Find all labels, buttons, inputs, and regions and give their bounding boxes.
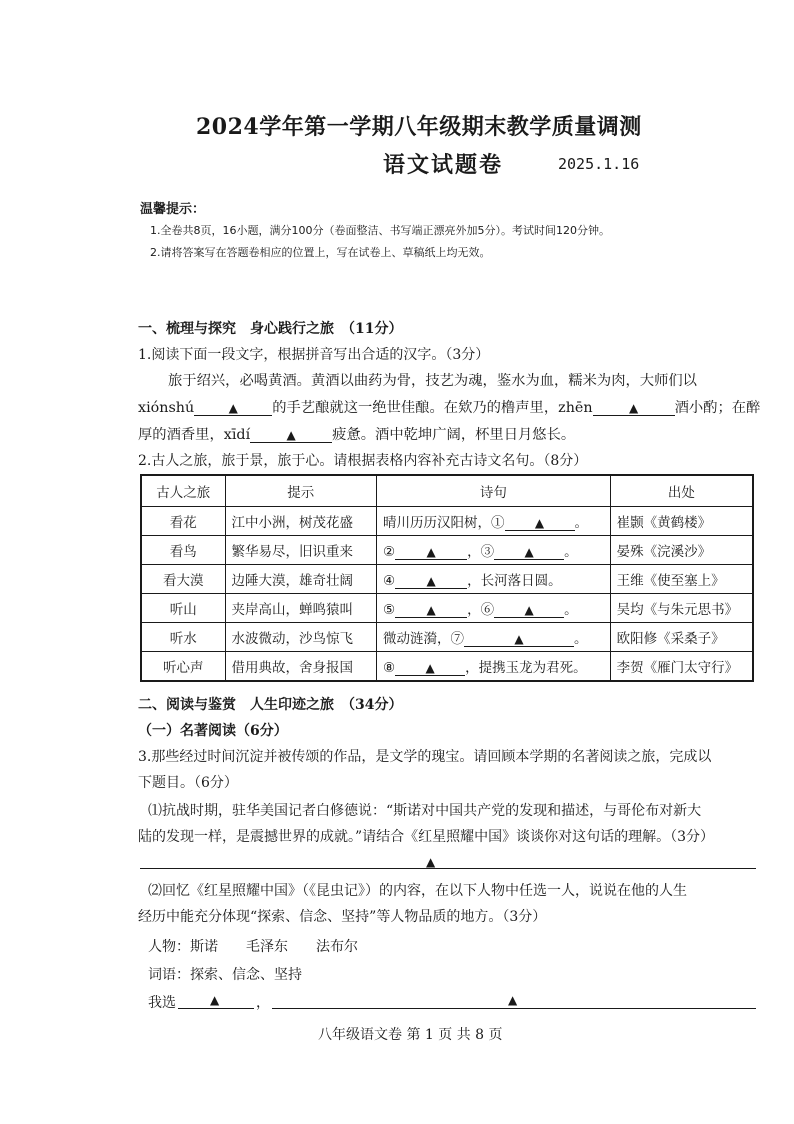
q3-stem-line2: 下题目。（6分） [138,775,238,791]
answer-marker: ▲ [508,993,518,1007]
q1-text: 疲惫。酒中乾坤广阔，杯里日月悠长。 [332,427,576,443]
poem-text: ，③ [467,543,495,560]
poem-text: 。 [564,601,578,618]
q1-text: 酒小酌；在醉 [674,400,761,416]
q3-stem-line1: 3.那些经过时间沉淀并被传颂的作品，是文学的瑰宝。请回顾本学期的名著阅读之旅，完成以 [138,749,712,765]
col-header-trip: 古人之旅 [141,475,225,507]
choose-blank[interactable] [178,1008,254,1009]
poem-table [140,474,754,682]
section2-sub1: （一）名著阅读（6分） [138,723,288,739]
q3-comma: ， [256,995,270,1011]
q1-passage-line3 [138,424,575,444]
cell-trip: 看花 [141,507,225,536]
answer-marker: ▲ [210,993,220,1007]
q1-text: 厚的酒香里， [138,427,224,443]
table-row [141,594,753,623]
tip-item-2: 2.请将答案写在答题卷相应的位置上，写在试卷上、草稿纸上均无效。 [150,246,491,259]
poem-text: 。 [574,630,588,647]
cell-source: 吴均《与朱元思书》 [610,594,753,623]
cell-trip: 看大漠 [141,565,225,594]
poem-blank-1[interactable] [505,517,575,532]
col-header-hint: 提示 [225,475,377,507]
poem-text: 微动涟漪，⑦ [383,630,465,647]
table-header-row [141,475,753,507]
pinyin-1: xiónshú [138,400,195,416]
q1-passage-line2 [138,397,760,417]
answer-blank-1[interactable] [194,401,272,416]
cell-poem [377,652,611,682]
answer-marker: ▲ [534,515,545,530]
answer-marker: ▲ [426,544,436,559]
q3-people: 人物：斯诺 毛泽东 法布尔 [148,939,358,955]
answer-marker: ▲ [228,401,238,415]
poem-blank-2[interactable] [395,546,467,561]
q3-words: 词语：探索、信念、坚持 [148,967,302,983]
poem-blank-7[interactable] [464,633,574,648]
exam-date: 2025.1.16 [558,155,640,173]
q1-text: 旅于绍兴，必喝黄酒。黄酒以曲药为骨，技艺为魂，鉴水为血，糯米为肉，大师们以 [168,373,697,389]
cell-source: 晏殊《浣溪沙》 [610,536,753,565]
cell-poem [377,623,611,652]
cell-hint: 繁华易尽，旧识重来 [225,536,377,565]
cell-hint: 江中小洲，树茂花盛 [225,507,377,536]
exam-subtitle: 语文试题卷 [383,152,504,178]
answer-marker: ▲ [524,544,534,559]
q1-stem: 1.阅读下面一段文字，根据拼音写出合适的汉字。（3分） [138,347,490,363]
poem-blank-3[interactable] [494,546,564,561]
cell-poem [377,594,611,623]
table-row [141,623,753,652]
cell-trip: 听心声 [141,652,225,682]
cell-poem [377,536,611,565]
answer-line-2[interactable] [272,1008,756,1009]
cell-trip: 看鸟 [141,536,225,565]
poem-text: ⑤ [383,601,396,618]
pinyin-2: zhēn [558,400,593,416]
poem-text: 晴川历历汉阳树，① [383,514,505,531]
cell-source: 李贺《雁门太守行》 [610,652,753,682]
poem-blank-5[interactable] [395,604,467,619]
poem-text: ⑧ [383,659,396,676]
answer-marker: ▲ [524,602,534,617]
answer-marker: ▲ [426,602,436,617]
table-row [141,652,753,682]
answer-marker: ▲ [426,855,436,869]
cell-trip: 听水 [141,623,225,652]
poem-blank-8[interactable] [395,662,465,677]
tips-heading: 温馨提示： [140,202,206,217]
cell-source: 欧阳修《采桑子》 [610,623,753,652]
table-row [141,536,753,565]
pinyin-3: xīdí [223,427,251,443]
section2-heading: 二、阅读与鉴赏 人生印迹之旅 （34分） [138,697,403,713]
tip-item-1: 1.全卷共8页，16小题，满分100分（卷面整洁、书写端正漂亮外加5分）。考试时间120分钟。 [150,224,610,237]
cell-trip: 听山 [141,594,225,623]
q3-part2-line2: 经历中能充分体现“探索、信念、坚持”等人物品质的地方。（3分） [138,909,547,925]
poem-text: ② [383,543,396,560]
cell-poem [377,565,611,594]
q1-text: 的手艺酿就这一绝世佳酿。在欸乃的橹声里， [272,400,559,416]
q2-stem: 2.古人之旅，旅于景，旅于心。请根据表格内容补充古诗文名句。（8分） [138,453,588,469]
poem-text: ，⑥ [467,601,495,618]
answer-blank-2[interactable] [593,401,675,416]
answer-marker: ▲ [425,660,435,675]
cell-hint: 水波微动，沙鸟惊飞 [225,623,377,652]
answer-marker: ▲ [514,631,524,646]
table-row [141,565,753,594]
q3-part1-line1: ⑴抗战时期，驻华美国记者白修德说：“斯诺对中国共产党的发现和描述，与哥伦布对新大 [148,803,702,819]
page-footer: 八年级语文卷 第 1 页 共 8 页 [318,1027,503,1043]
q3-part1-line2: 陆的发现一样，是震撼世界的成就。”请结合《红星照耀中国》谈谈你对这句话的理解。（3分） [138,829,715,845]
poem-text: 。 [564,543,578,560]
poem-blank-4[interactable] [395,575,467,590]
poem-text: ④ [383,572,396,589]
poem-blank-6[interactable] [494,604,564,619]
cell-hint: 边陲大漠，雄奇壮阔 [225,565,377,594]
answer-marker: ▲ [286,428,296,442]
answer-blank-3[interactable] [250,428,332,443]
col-header-poem: 诗句 [377,475,611,507]
section1-heading: 一、梳理与探究 身心践行之旅 （11分） [138,321,403,337]
cell-poem [377,507,611,536]
poem-text: ，提携玉龙为君死。 [465,659,587,676]
cell-hint: 夹岸高山，蝉鸣猿叫 [225,594,377,623]
answer-marker: ▲ [628,401,639,415]
col-header-source: 出处 [610,475,753,507]
exam-title: 2024学年第一学期八年级期末教学质量调测 [196,114,642,140]
poem-text: ，长河落日圆。 [467,572,562,589]
poem-text: 。 [574,514,589,531]
q3-part2-line1: ⑵回忆《红星照耀中国》（《昆虫记》）的内容，在以下人物中任选一人，说说在他的人生 [148,883,687,899]
table-row [141,507,753,536]
cell-source: 崔颢《黄鹤楼》 [610,507,753,536]
cell-hint: 借用典故，舍身报国 [225,652,377,682]
answer-marker: ▲ [426,573,436,588]
answer-line-1[interactable] [140,868,756,869]
q1-passage-line1 [168,370,697,390]
cell-source: 王维《使至塞上》 [610,565,753,594]
q3-choose-label: 我选 [148,995,176,1011]
